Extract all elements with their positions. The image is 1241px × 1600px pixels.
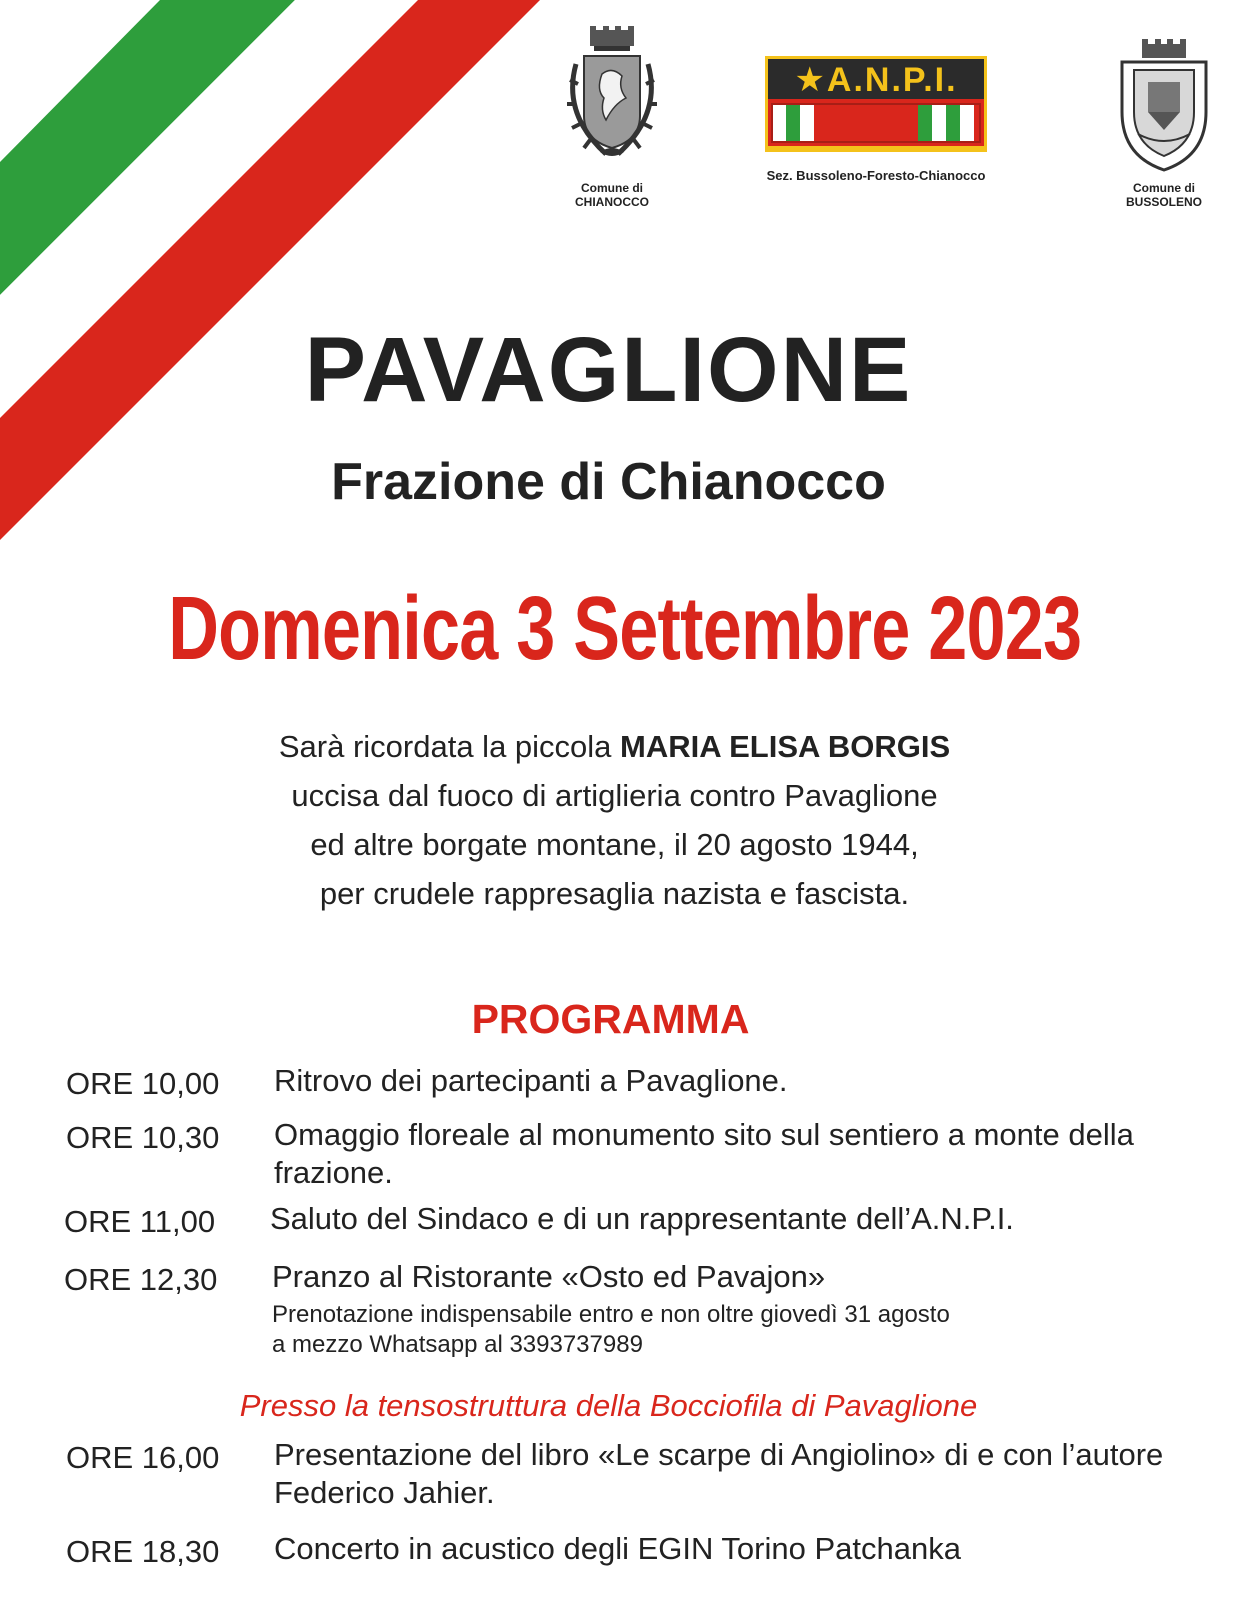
logo-bussoleno (1108, 38, 1220, 209)
coat-of-arms-icon (1108, 38, 1220, 176)
schedule-text: Concerto in acustico degli EGIN Torino Patchanka (274, 1531, 961, 1566)
schedule-time: ORE 18,30 (66, 1534, 220, 1569)
venue-line: Presso la tensostruttura della Bocciofila di Pavaglione (239, 1388, 978, 1423)
page-title: PAVAGLIONE (304, 319, 913, 421)
programma-heading: PROGRAMMA (471, 996, 750, 1042)
schedule-time: ORE 10,30 (66, 1120, 220, 1155)
intro-line-1-prefix: Sarà ricordata la piccola (278, 729, 621, 764)
schedule-time: ORE 10,00 (66, 1066, 220, 1101)
event-date: Domenica 3 Settembre 2023 (168, 579, 1082, 679)
schedule-text: Pranzo al Ristorante «Osto ed Pavajon» (272, 1259, 826, 1294)
intro-line-1 (0, 722, 1235, 771)
bussoleno-caption-1: Comune di (1133, 181, 1195, 195)
schedule-time: ORE 11,00 (64, 1204, 216, 1239)
intro-line-4: per crudele rappresaglia nazista e fascista. (319, 876, 910, 911)
anpi-caption: Sez. Bussoleno-Foresto-Chianocco (766, 168, 986, 183)
anpi-emblem-icon (765, 56, 987, 152)
schedule-time: ORE 16,00 (66, 1440, 220, 1475)
intro-line-2: uccisa dal fuoco di artiglieria contro Pavaglione (291, 778, 938, 813)
booking-note-2: a mezzo Whatsapp al 3393737989 (272, 1331, 643, 1358)
bussoleno-caption-2: BUSSOLENO (1125, 195, 1202, 209)
schedule-time: ORE 12,30 (64, 1262, 218, 1297)
chianocco-caption-1: Comune di (581, 181, 643, 195)
coat-of-arms-icon (548, 24, 676, 176)
logo-anpi (736, 56, 1016, 183)
schedule-text: Presentazione del libro «Le scarpe di Angiolino» di e con l’autore Federico Jahier. (274, 1437, 1164, 1510)
anpi-label: ★A.N.P.I. (768, 59, 984, 99)
schedule-text: Saluto del Sindaco e di un rappresentante dell’A.N.P.I. (270, 1201, 1014, 1236)
victim-name: MARIA ELISA BORGIS (620, 729, 951, 764)
schedule-text: Ritrovo dei partecipanti a Pavaglione. (274, 1063, 788, 1098)
intro-line-3: ed altre borgate montane, il 20 agosto 1944, (310, 827, 919, 862)
intro-paragraph (0, 722, 1235, 918)
logo-chianocco (548, 24, 676, 209)
page-subtitle: Frazione di Chianocco (331, 453, 886, 511)
chianocco-caption-2: CHIANOCCO (575, 195, 649, 209)
schedule-text: Omaggio floreale al monumento sito sul sentiero a monte della frazione. (274, 1117, 1134, 1190)
booking-note-1: Prenotazione indispensabile entro e non oltre giovedì 31 agosto (272, 1301, 950, 1328)
